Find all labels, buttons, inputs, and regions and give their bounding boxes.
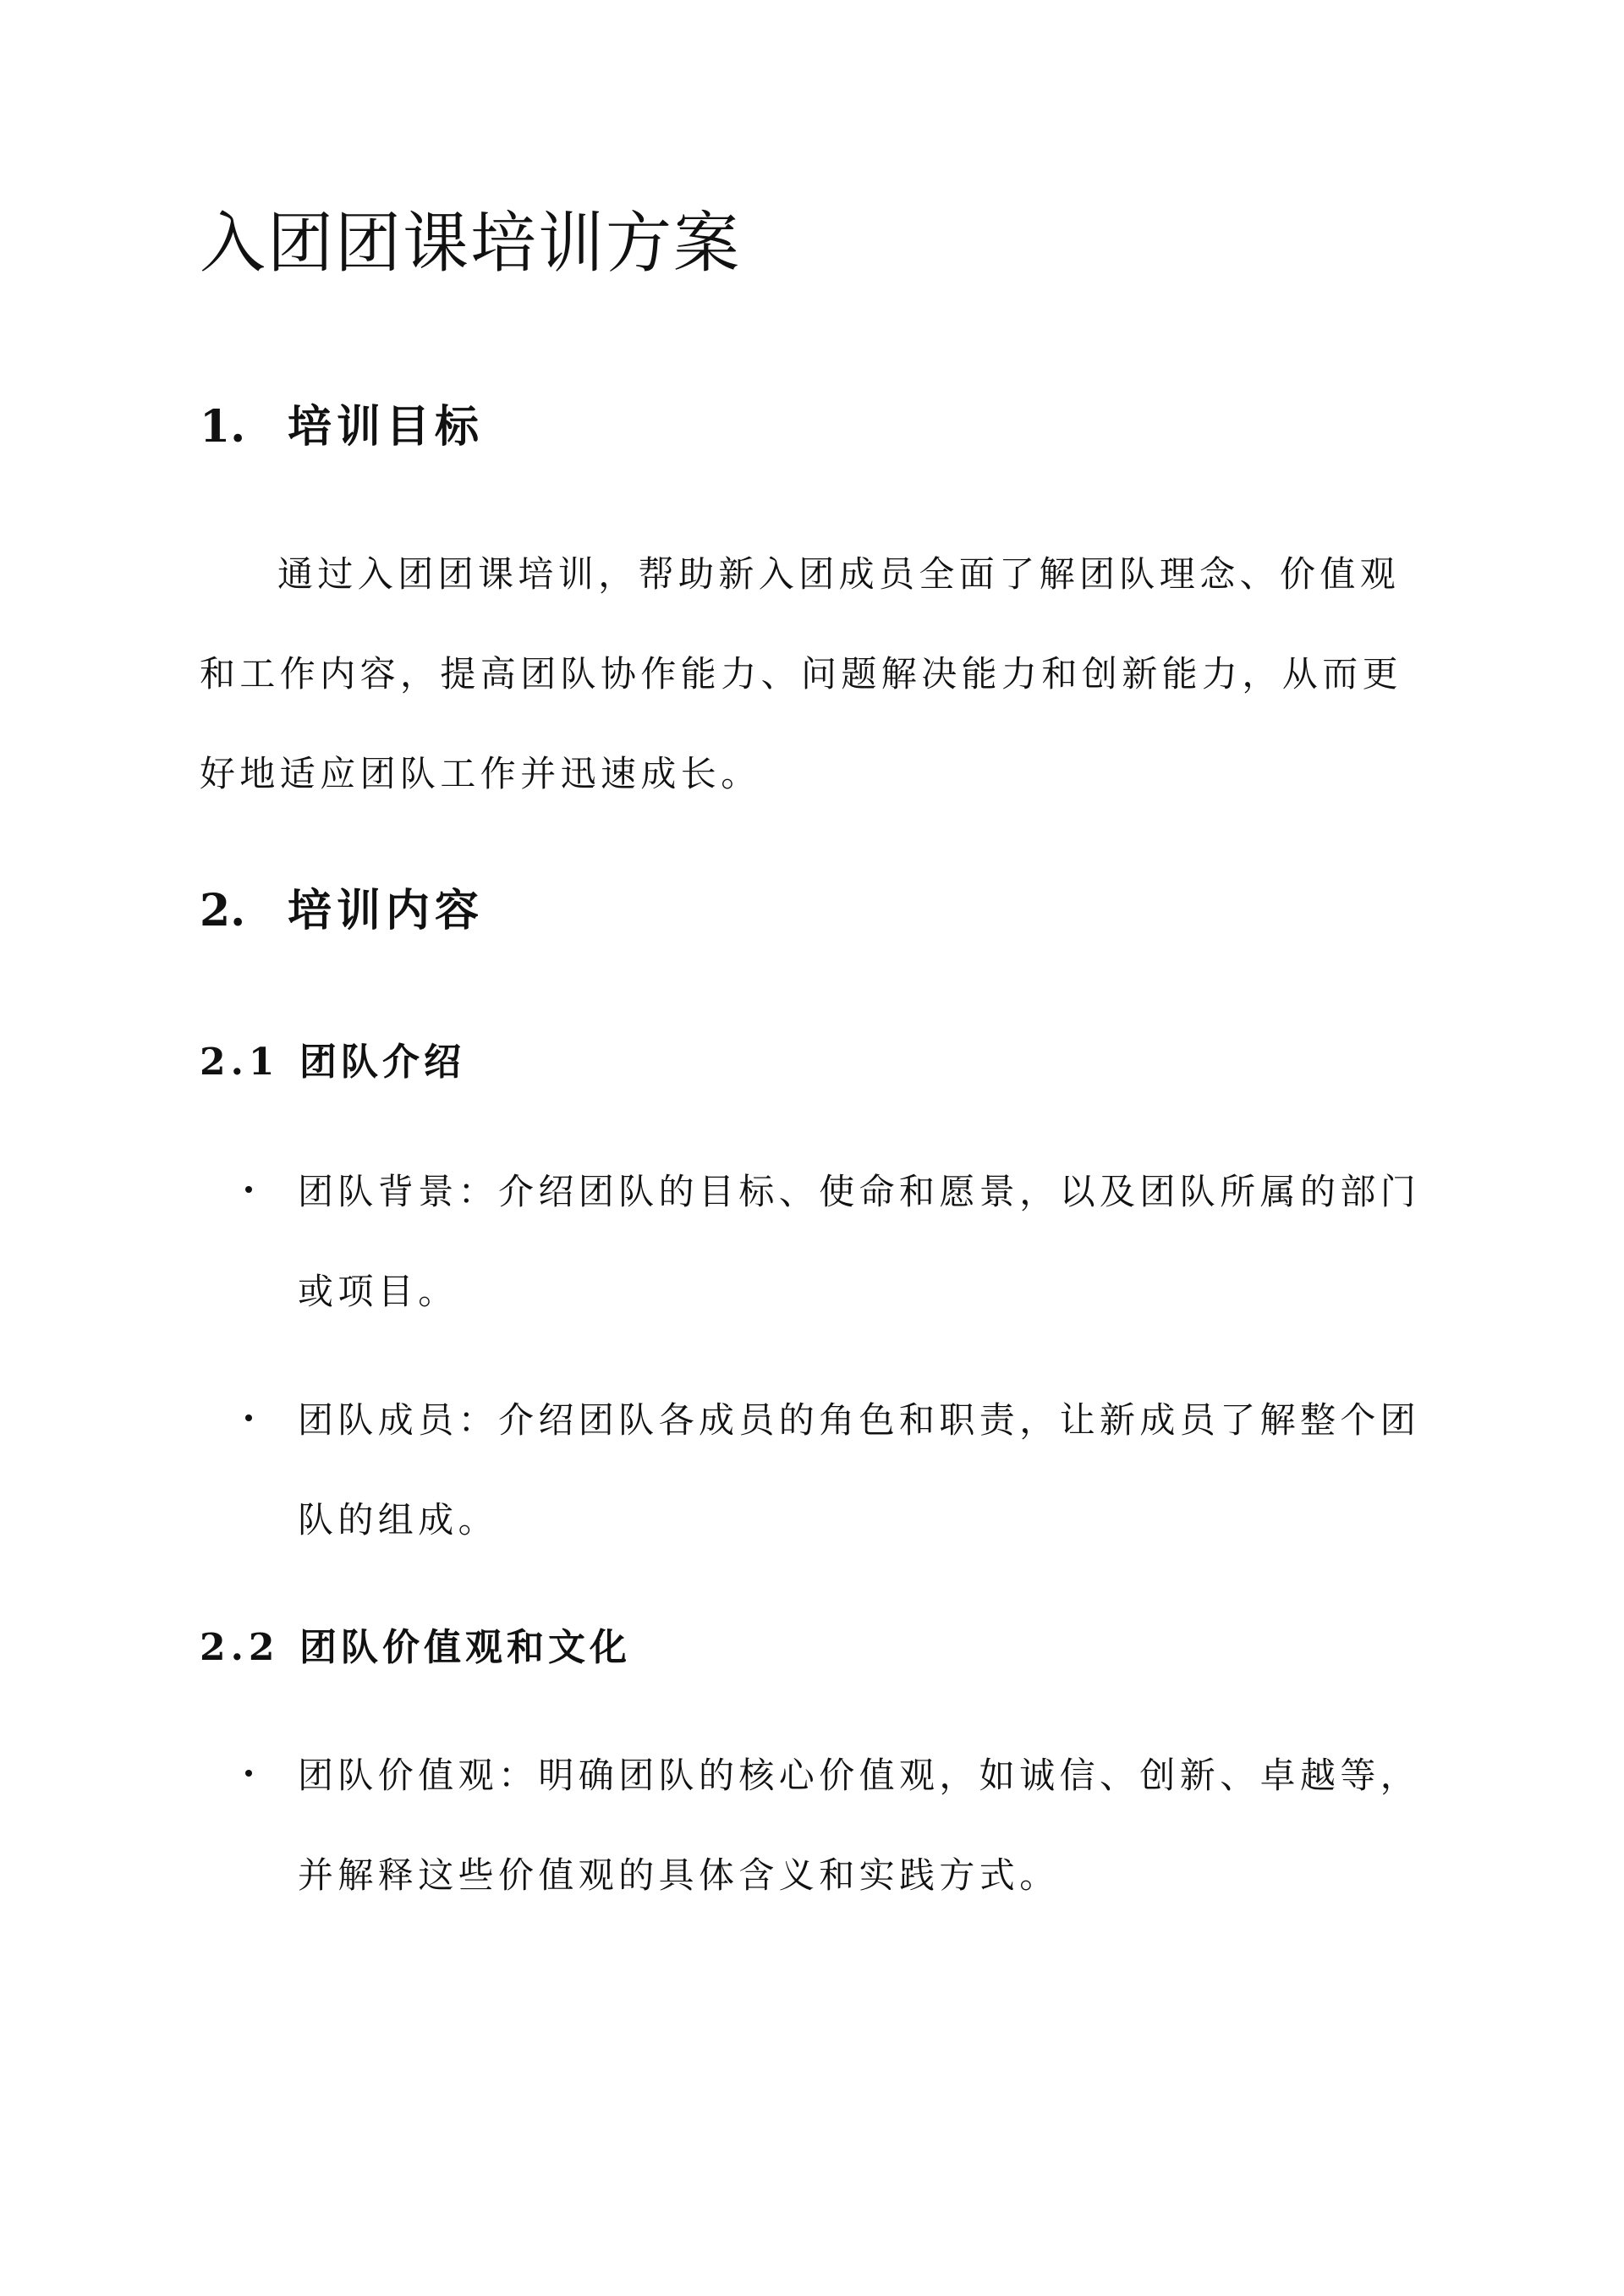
list-item-text: 团队成员：介绍团队各成员的角色和职责，让新成员了解整个团队的组成。 [298, 1399, 1421, 1541]
section-heading [200, 882, 484, 941]
bullet-icon [245, 1186, 252, 1193]
bullet-icon [245, 1414, 252, 1421]
section-heading [200, 398, 484, 457]
section-number: 2. [200, 885, 246, 937]
list-item-text: 团队背景：介绍团队的目标、使命和愿景，以及团队所属的部门或项目。 [298, 1171, 1421, 1312]
section-paragraph-text: 通过入团团课培训，帮助新入团成员全面了解团队理念、价值观和工作内容，提高团队协作能力、问题解决能力和创新能力，从而更好地适应团队工作并迅速成长。 [200, 553, 1403, 794]
section-heading-text: 培训目标 [288, 401, 485, 453]
section-paragraph [200, 525, 1435, 824]
bullet-icon [245, 1770, 252, 1777]
document-title: 入团团课培训方案 [200, 206, 742, 282]
list-item [245, 1370, 1429, 1570]
list-item [245, 1726, 1429, 1925]
section-heading-text: 培训内容 [288, 885, 485, 937]
section-number: 1. [200, 401, 246, 453]
subsection-heading-text: 团队介绍 [299, 1041, 465, 1084]
subsection-number: 2.2 [200, 1626, 280, 1669]
subsection-heading [200, 1037, 465, 1088]
subsection-heading-text: 团队价值观和文化 [299, 1626, 631, 1669]
subsection-heading [200, 1623, 631, 1673]
list-item [245, 1142, 1429, 1342]
subsection-number: 2.1 [200, 1041, 280, 1084]
list-item-text: 团队价值观：明确团队的核心价值观，如诚信、创新、卓越等，并解释这些价值观的具体含义和实践方式。 [298, 1755, 1421, 1896]
